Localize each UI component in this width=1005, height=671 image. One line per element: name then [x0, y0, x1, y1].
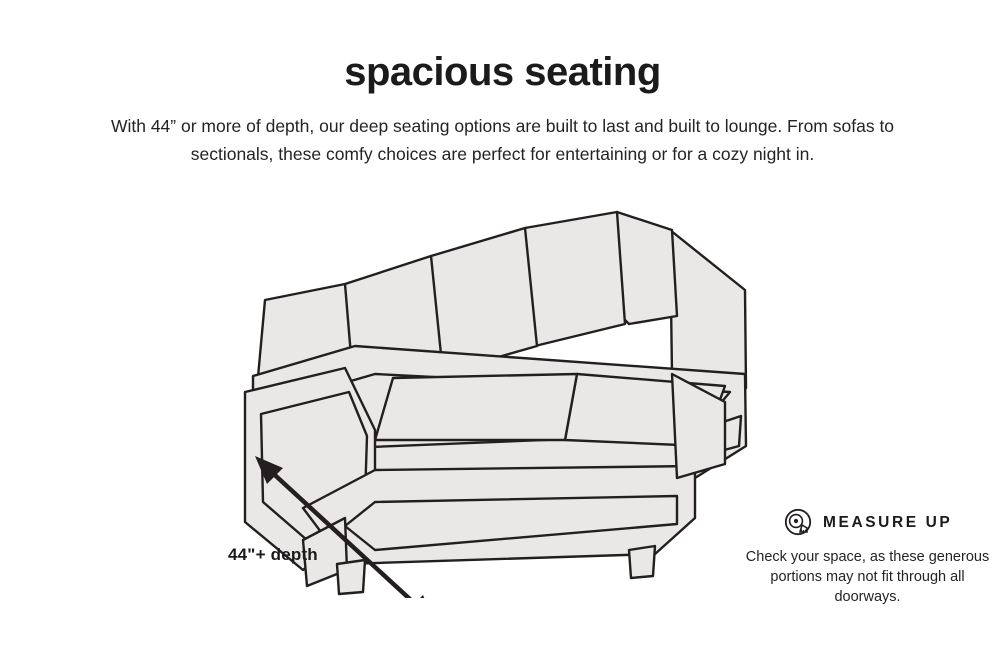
- depth-label: 44"+ depth: [228, 545, 318, 564]
- description-text: With 44” or more of depth, our deep seating options are built to last and built to lounge. From sofas to sectionals, these comfy choices are perfect for entertaining or for a cozy night in.: [110, 116, 895, 164]
- measure-up-block: [745, 508, 990, 607]
- tape-measure-icon: [783, 508, 813, 538]
- measure-up-title: MEASURE UP: [823, 514, 953, 531]
- sofa-line-illustration: [225, 178, 785, 598]
- page-title: spacious seating: [344, 50, 661, 94]
- measure-up-note: Check your space, as these generous portions may not fit through all doorways.: [745, 549, 990, 605]
